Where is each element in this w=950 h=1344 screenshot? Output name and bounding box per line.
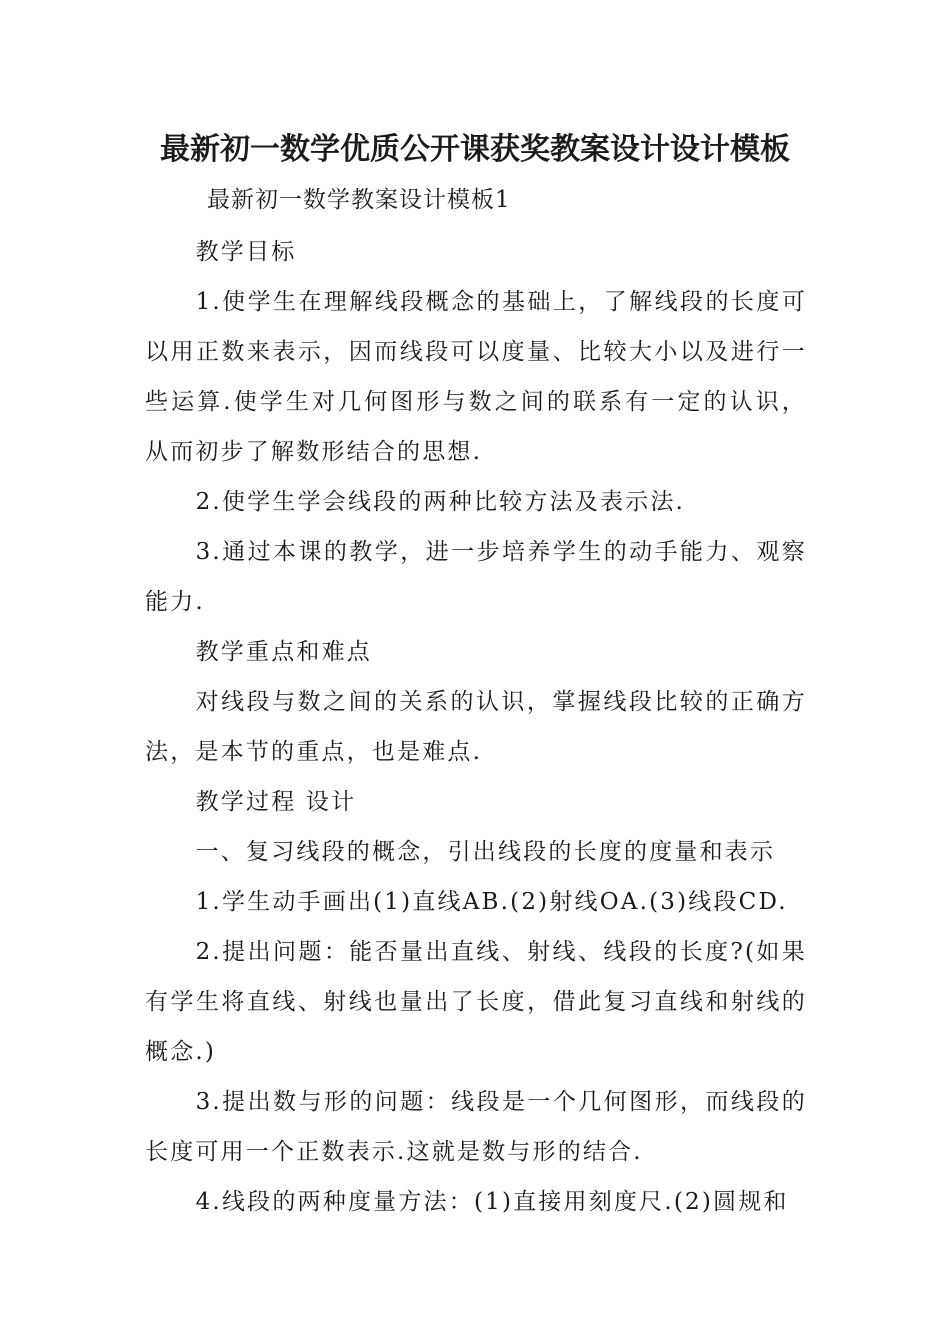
document-body — [145, 227, 807, 1227]
paragraph: 3.提出数与形的问题：线段是一个几何图形，而线段的长度可用一个正数表示.这就是数与形的结合. — [145, 1089, 807, 1165]
paragraph: 2.使学生学会线段的两种比较方法及表示法. — [195, 489, 686, 515]
paragraph: 一、复习线段的概念，引出线段的长度的度量和表示 — [195, 839, 776, 865]
paragraph: 对线段与数之间的关系的认识，掌握线段比较的正确方法，是本节的重点，也是难点. — [145, 689, 807, 765]
section-heading-objectives: 教学目标 — [195, 239, 297, 265]
section-heading-key-points: 教学重点和难点 — [195, 639, 372, 665]
paragraph: 1.学生动手画出(1)直线AB.(2)射线OA.(3)线段CD. — [195, 889, 788, 915]
paragraph: 3.通过本课的教学，进一步培养学生的动手能力、观察能力. — [145, 539, 807, 615]
paragraph: 4.线段的两种度量方法：(1)直接用刻度尺.(2)圆规和 — [195, 1189, 789, 1215]
section-heading-process: 教学过程 设计 — [195, 789, 357, 815]
paragraph: 1.使学生在理解线段概念的基础上，了解线段的长度可以用正数来表示，因而线段可以度量、比较大小以及进行一些运算.使学生对几何图形与数之间的联系有一定的认识，从而初步了解数形结合的思想. — [145, 289, 807, 465]
paragraph: 2.提出问题：能否量出直线、射线、线段的长度?(如果有学生将直线、射线也量出了长度，借此复习直线和射线的概念.) — [145, 939, 807, 1065]
document-title: 最新初一数学优质公开课获奖教案设计设计模板 — [160, 132, 790, 167]
document-subtitle: 最新初一数学教案设计模板1 — [207, 187, 511, 213]
